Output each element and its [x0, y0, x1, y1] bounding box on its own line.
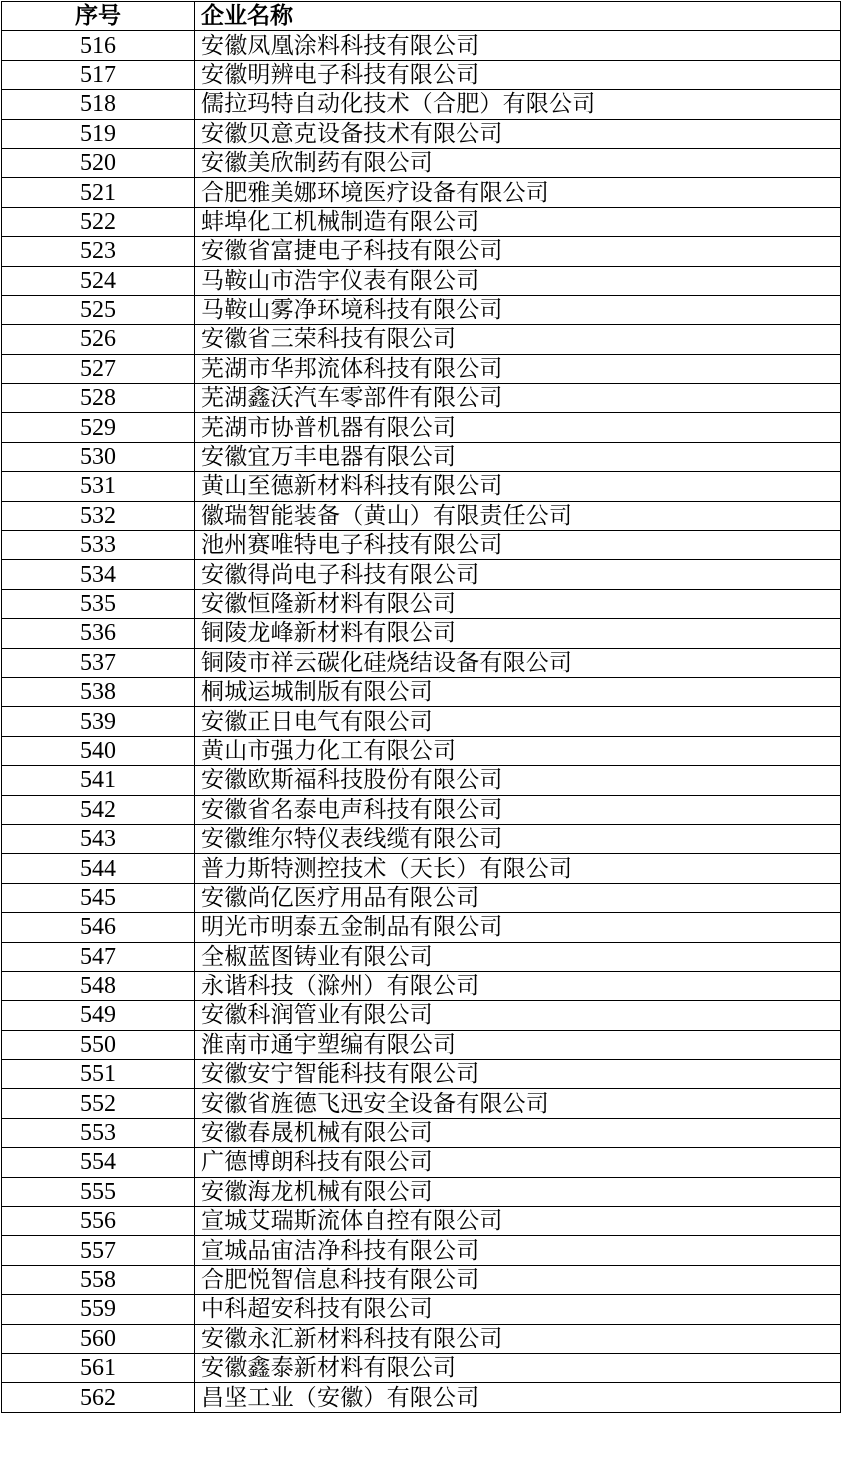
row-index-cell: 536: [2, 619, 195, 648]
row-index-cell: 517: [2, 60, 195, 89]
row-index-cell: 523: [2, 237, 195, 266]
company-name-cell: 安徽海龙机械有限公司: [195, 1177, 841, 1206]
table-row: [2, 60, 841, 89]
company-name-cell: 安徽永汇新材料科技有限公司: [195, 1324, 841, 1353]
row-index-cell: 557: [2, 1236, 195, 1265]
row-index-cell: 531: [2, 472, 195, 501]
row-index-cell: 527: [2, 354, 195, 383]
company-name-cell: 马鞍山市浩宇仪表有限公司: [195, 266, 841, 295]
table-row: [2, 942, 841, 971]
table-row: [2, 1001, 841, 1030]
company-name-cell: 安徽科润管业有限公司: [195, 1001, 841, 1030]
row-index-cell: 548: [2, 971, 195, 1000]
company-name-cell: 黄山至德新材料科技有限公司: [195, 472, 841, 501]
company-name-cell: 安徽得尚电子科技有限公司: [195, 560, 841, 589]
table-row: [2, 1353, 841, 1382]
company-table: [1, 1, 841, 1413]
column-header-index: 序号: [2, 2, 195, 31]
table-row: [2, 384, 841, 413]
row-index-cell: 529: [2, 413, 195, 442]
table-row: [2, 1207, 841, 1236]
company-name-cell: 安徽凤凰涂料科技有限公司: [195, 31, 841, 60]
table-row: [2, 531, 841, 560]
company-name-cell: 昌坚工业（安徽）有限公司: [195, 1383, 841, 1412]
table-row: [2, 648, 841, 677]
row-index-cell: 522: [2, 207, 195, 236]
table-row: [2, 707, 841, 736]
row-index-cell: 546: [2, 913, 195, 942]
table-row: [2, 442, 841, 471]
row-index-cell: 555: [2, 1177, 195, 1206]
company-name-cell: 安徽恒隆新材料有限公司: [195, 589, 841, 618]
row-index-cell: 549: [2, 1001, 195, 1030]
company-name-cell: 桐城运城制版有限公司: [195, 677, 841, 706]
company-name-cell: 广德博朗科技有限公司: [195, 1148, 841, 1177]
table-row: [2, 1265, 841, 1294]
company-name-cell: 安徽宜万丰电器有限公司: [195, 442, 841, 471]
company-name-cell: 明光市明泰五金制品有限公司: [195, 913, 841, 942]
table-row: [2, 589, 841, 618]
row-index-cell: 542: [2, 795, 195, 824]
row-index-cell: 532: [2, 501, 195, 530]
company-name-cell: 中科超安科技有限公司: [195, 1295, 841, 1324]
table-row: [2, 501, 841, 530]
row-index-cell: 552: [2, 1089, 195, 1118]
table-row: [2, 1030, 841, 1059]
column-header-company: 企业名称: [195, 2, 841, 31]
table-row: [2, 472, 841, 501]
table-row: [2, 31, 841, 60]
row-index-cell: 553: [2, 1118, 195, 1147]
row-index-cell: 520: [2, 148, 195, 177]
row-index-cell: 560: [2, 1324, 195, 1353]
table-row: [2, 1118, 841, 1147]
table-row: [2, 1383, 841, 1412]
company-name-cell: 安徽尚亿医疗用品有限公司: [195, 883, 841, 912]
company-name-cell: 池州赛唯特电子科技有限公司: [195, 531, 841, 560]
table-row: [2, 354, 841, 383]
row-index-cell: 558: [2, 1265, 195, 1294]
table-row: [2, 883, 841, 912]
table-row: [2, 677, 841, 706]
table-row: [2, 413, 841, 442]
row-index-cell: 559: [2, 1295, 195, 1324]
company-name-cell: 蚌埠化工机械制造有限公司: [195, 207, 841, 236]
table-row: [2, 178, 841, 207]
company-name-cell: 合肥悦智信息科技有限公司: [195, 1265, 841, 1294]
company-name-cell: 安徽春晟机械有限公司: [195, 1118, 841, 1147]
table-row: [2, 1148, 841, 1177]
table-row: [2, 119, 841, 148]
company-name-cell: 马鞍山雾净环境科技有限公司: [195, 295, 841, 324]
row-index-cell: 544: [2, 854, 195, 883]
company-name-cell: 徽瑞智能装备（黄山）有限责任公司: [195, 501, 841, 530]
row-index-cell: 547: [2, 942, 195, 971]
row-index-cell: 541: [2, 766, 195, 795]
company-name-cell: 安徽美欣制药有限公司: [195, 148, 841, 177]
row-index-cell: 535: [2, 589, 195, 618]
table-header-row: [2, 2, 841, 31]
company-name-cell: 铜陵龙峰新材料有限公司: [195, 619, 841, 648]
company-name-cell: 芜湖市协普机器有限公司: [195, 413, 841, 442]
table-row: [2, 148, 841, 177]
row-index-cell: 519: [2, 119, 195, 148]
company-name-cell: 安徽安宁智能科技有限公司: [195, 1060, 841, 1089]
row-index-cell: 561: [2, 1353, 195, 1382]
company-name-cell: 安徽明辨电子科技有限公司: [195, 60, 841, 89]
row-index-cell: 550: [2, 1030, 195, 1059]
table-row: [2, 1060, 841, 1089]
table-row: [2, 560, 841, 589]
table-row: [2, 1177, 841, 1206]
company-name-cell: 安徽省三荣科技有限公司: [195, 325, 841, 354]
company-name-cell: 全椒蓝图铸业有限公司: [195, 942, 841, 971]
company-name-cell: 安徽维尔特仪表线缆有限公司: [195, 824, 841, 853]
row-index-cell: 521: [2, 178, 195, 207]
company-name-cell: 芜湖鑫沃汽车零部件有限公司: [195, 384, 841, 413]
table-row: [2, 1295, 841, 1324]
table-row: [2, 1236, 841, 1265]
row-index-cell: 530: [2, 442, 195, 471]
table-row: [2, 619, 841, 648]
table-row: [2, 266, 841, 295]
row-index-cell: 554: [2, 1148, 195, 1177]
row-index-cell: 516: [2, 31, 195, 60]
table-row: [2, 824, 841, 853]
row-index-cell: 525: [2, 295, 195, 324]
row-index-cell: 518: [2, 90, 195, 119]
table-row: [2, 854, 841, 883]
company-name-cell: 安徽欧斯福科技股份有限公司: [195, 766, 841, 795]
table-body: [2, 31, 841, 1412]
table-row: [2, 1324, 841, 1353]
company-name-cell: 普力斯特测控技术（天长）有限公司: [195, 854, 841, 883]
company-name-cell: 黄山市强力化工有限公司: [195, 736, 841, 765]
row-index-cell: 562: [2, 1383, 195, 1412]
company-name-cell: 安徽正日电气有限公司: [195, 707, 841, 736]
company-name-cell: 宣城艾瑞斯流体自控有限公司: [195, 1207, 841, 1236]
company-name-cell: 安徽贝意克设备技术有限公司: [195, 119, 841, 148]
table-row: [2, 913, 841, 942]
row-index-cell: 537: [2, 648, 195, 677]
company-name-cell: 宣城品宙洁净科技有限公司: [195, 1236, 841, 1265]
row-index-cell: 524: [2, 266, 195, 295]
row-index-cell: 526: [2, 325, 195, 354]
company-name-cell: 儒拉玛特自动化技术（合肥）有限公司: [195, 90, 841, 119]
table-row: [2, 766, 841, 795]
company-name-cell: 永谐科技（滁州）有限公司: [195, 971, 841, 1000]
table-row: [2, 971, 841, 1000]
row-index-cell: 540: [2, 736, 195, 765]
row-index-cell: 539: [2, 707, 195, 736]
row-index-cell: 551: [2, 1060, 195, 1089]
table-row: [2, 207, 841, 236]
company-name-cell: 安徽鑫泰新材料有限公司: [195, 1353, 841, 1382]
table-row: [2, 237, 841, 266]
row-index-cell: 528: [2, 384, 195, 413]
company-name-cell: 淮南市通宇塑编有限公司: [195, 1030, 841, 1059]
company-name-cell: 芜湖市华邦流体科技有限公司: [195, 354, 841, 383]
table-row: [2, 325, 841, 354]
table-row: [2, 295, 841, 324]
table-row: [2, 795, 841, 824]
row-index-cell: 538: [2, 677, 195, 706]
row-index-cell: 545: [2, 883, 195, 912]
row-index-cell: 543: [2, 824, 195, 853]
company-name-cell: 安徽省富捷电子科技有限公司: [195, 237, 841, 266]
table-row: [2, 90, 841, 119]
company-name-cell: 安徽省名泰电声科技有限公司: [195, 795, 841, 824]
row-index-cell: 534: [2, 560, 195, 589]
row-index-cell: 533: [2, 531, 195, 560]
company-name-cell: 安徽省旌德飞迅安全设备有限公司: [195, 1089, 841, 1118]
row-index-cell: 556: [2, 1207, 195, 1236]
table-row: [2, 1089, 841, 1118]
table-row: [2, 736, 841, 765]
company-name-cell: 铜陵市祥云碳化硅烧结设备有限公司: [195, 648, 841, 677]
company-name-cell: 合肥雅美娜环境医疗设备有限公司: [195, 178, 841, 207]
